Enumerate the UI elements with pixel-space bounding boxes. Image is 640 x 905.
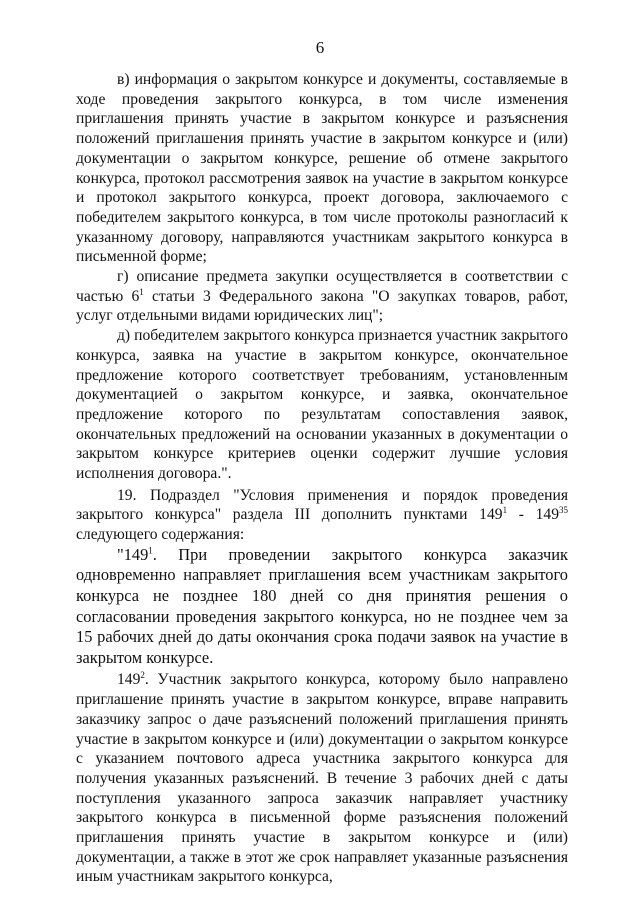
paragraph-19 xyxy=(76,486,568,545)
paragraph-149-2 xyxy=(76,670,568,887)
text-run: . Участник закрытого конкурса, которому было направлено приглашение принять участие в закрытом конкурсе, вправе направить заказчику запрос о даче разъяснений положений приглашения принять участие в закрытом конкурсе и (или) документации о закрытом конкурсе с указанием почтового адреса участника закрытого конкурса для получения указанных разъяснений. В течение 3 рабочих дней с даты поступления указанного запроса заказчик направляет участнику закрытого конкурса в письменной форме разъяснения положений приглашения принять участие в закрытом конкурсе и (или) документации, а также в этот же срок направляет указанные разъяснения иным участникам закрытого конкурса, xyxy=(76,671,568,886)
document-body xyxy=(76,70,568,887)
page-number: 6 xyxy=(315,38,325,57)
text-run: следующего содержания: xyxy=(76,526,245,544)
text-run: . При проведении закрытого конкурса заказчик одновременно направляет приглашения всем участникам закрытого конкурса не позднее 180 дней со дня принятия решения о согласовании проведения закрытого конкурса, но не позднее чем за 15 рабочих дней до даты окончания срока подачи заявок на участие в закрытом конкурсе. xyxy=(76,544,568,667)
superscript: 1 xyxy=(502,505,508,516)
paragraph-d xyxy=(76,326,568,484)
paragraph-v xyxy=(76,70,568,267)
superscript: 1 xyxy=(139,286,144,297)
paragraph-149-1 xyxy=(76,545,568,669)
text-run: г) описание предмета закупки осуществляется в соответствии с частью 6 xyxy=(76,268,568,305)
text-run: 19. Подраздел "Условия применения и порядок проведения закрытого конкурса" раздела III дополнить пунктами 149 xyxy=(76,486,568,524)
text-run: статьи 3 Федерального закона "О закупках товаров, работ, услуг отдельными видами юридических лиц"; xyxy=(76,287,568,325)
paragraph-g xyxy=(76,267,568,326)
text-run: д) победителем закрытого конкурса признается участник закрытого конкурса, заявка на участие в закрытом конкурсе, окончательное предложение которого соответствует требованиям, установленным документацией о закрытом конкурсе, и заявка, окончательное предложение которого по результатам сопоставления заявок, окончательных предложений на основании указанных в документации о закрытом конкурсе критериев оценки содержит лучшие условия исполнения договора.". xyxy=(76,327,568,483)
text-run: в) информация о закрытом конкурсе и документы, составляемые в ходе проведения закрытого конкурса, в том числе изменения приглашения принять участие в закрытом конкурсе и разъяснения положений приглашения принять участие в закрытом конкурсе и (или) документации о закрытом конкурсе, решение об отмене закрытого конкурса, протокол рассмотрения заявок на участие в закрытом конкурсе и протокол закрытого конкурса, проект договора, заключаемого с победителем закрытого конкурса, в том числе протоколы разногласий к указанному договору, направляются участникам закрытого конкурса в письменной форме; xyxy=(76,71,568,266)
text-run: - 149 xyxy=(507,506,559,524)
superscript: 1 xyxy=(148,545,153,556)
superscript: 2 xyxy=(140,670,145,681)
text-run: 149 xyxy=(117,671,141,689)
text-run: "149 xyxy=(117,544,149,564)
superscript: 35 xyxy=(559,505,568,516)
